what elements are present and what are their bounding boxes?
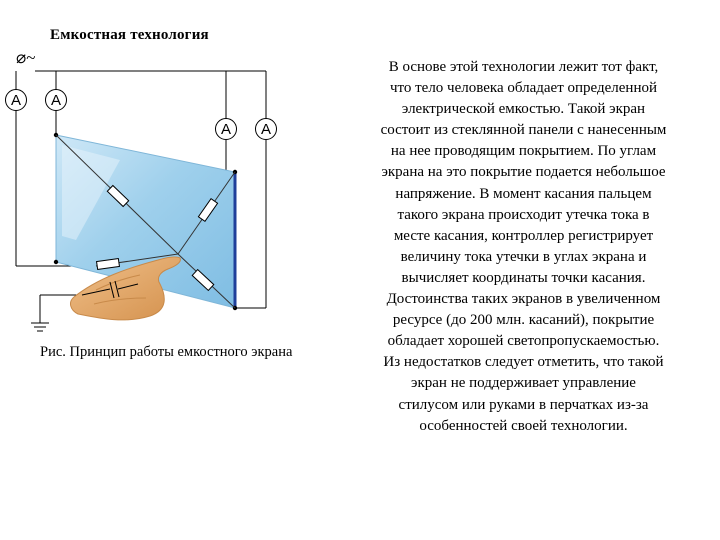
ammeter-right-second: [256, 119, 277, 140]
body-line: Из недостатков следует отметить, что такой: [383, 354, 664, 371]
body-line: Достоинства таких экранов в увеличенном: [386, 291, 661, 308]
ammeter-top-left: [6, 90, 27, 111]
body-line: что тело человека обладает определенной: [389, 80, 658, 97]
ammeter-label: A: [220, 121, 232, 138]
body-line: стилусом или руками в перчатках из-за: [398, 396, 649, 413]
body-text: [346, 57, 701, 437]
body-line: обладает хорошей светопропускаемостью.: [387, 333, 660, 350]
body-line: экрана на это покрытие подается небольшое: [381, 164, 666, 181]
body-line: электрической емкостью. Такой экран: [401, 101, 646, 118]
body-line: особенностей своей технологии.: [419, 417, 628, 434]
body-line: месте касания, контроллер регистрирует: [393, 227, 654, 244]
body-line: состоит из стеклянной панели с нанесенным: [380, 122, 667, 139]
body-line: вычисляет координаты точки касания.: [401, 269, 646, 286]
figure-caption: Рис. Принцип работы емкостного экрана: [40, 344, 293, 360]
body-line: В основе этой технологии лежит тот факт,: [388, 59, 659, 75]
ammeter-label: A: [10, 92, 22, 109]
slide-title: Емкостная технология: [50, 27, 209, 43]
ground-symbol: [31, 323, 49, 331]
body-line: напряжение. В момент касания пальцем: [395, 185, 652, 202]
capacitive-screen-diagram: [0, 0, 340, 380]
ammeter-label: A: [50, 92, 62, 109]
body-line: ресурсе (до 200 млн. касаний), покрытие: [392, 312, 655, 329]
body-line: такого экрана происходит утечка тока в: [397, 206, 650, 223]
ammeter-label: A: [260, 121, 272, 138]
ac-source-symbol: ⌀~: [16, 48, 36, 67]
body-line: на нее проводящим покрытием. По углам: [390, 143, 657, 160]
ammeter-right-first: [216, 119, 237, 140]
ammeter-top-second: [46, 90, 67, 111]
body-line: величину тока утечки в углах экрана и: [400, 248, 647, 265]
body-line: экран не поддерживает управление: [411, 375, 636, 392]
